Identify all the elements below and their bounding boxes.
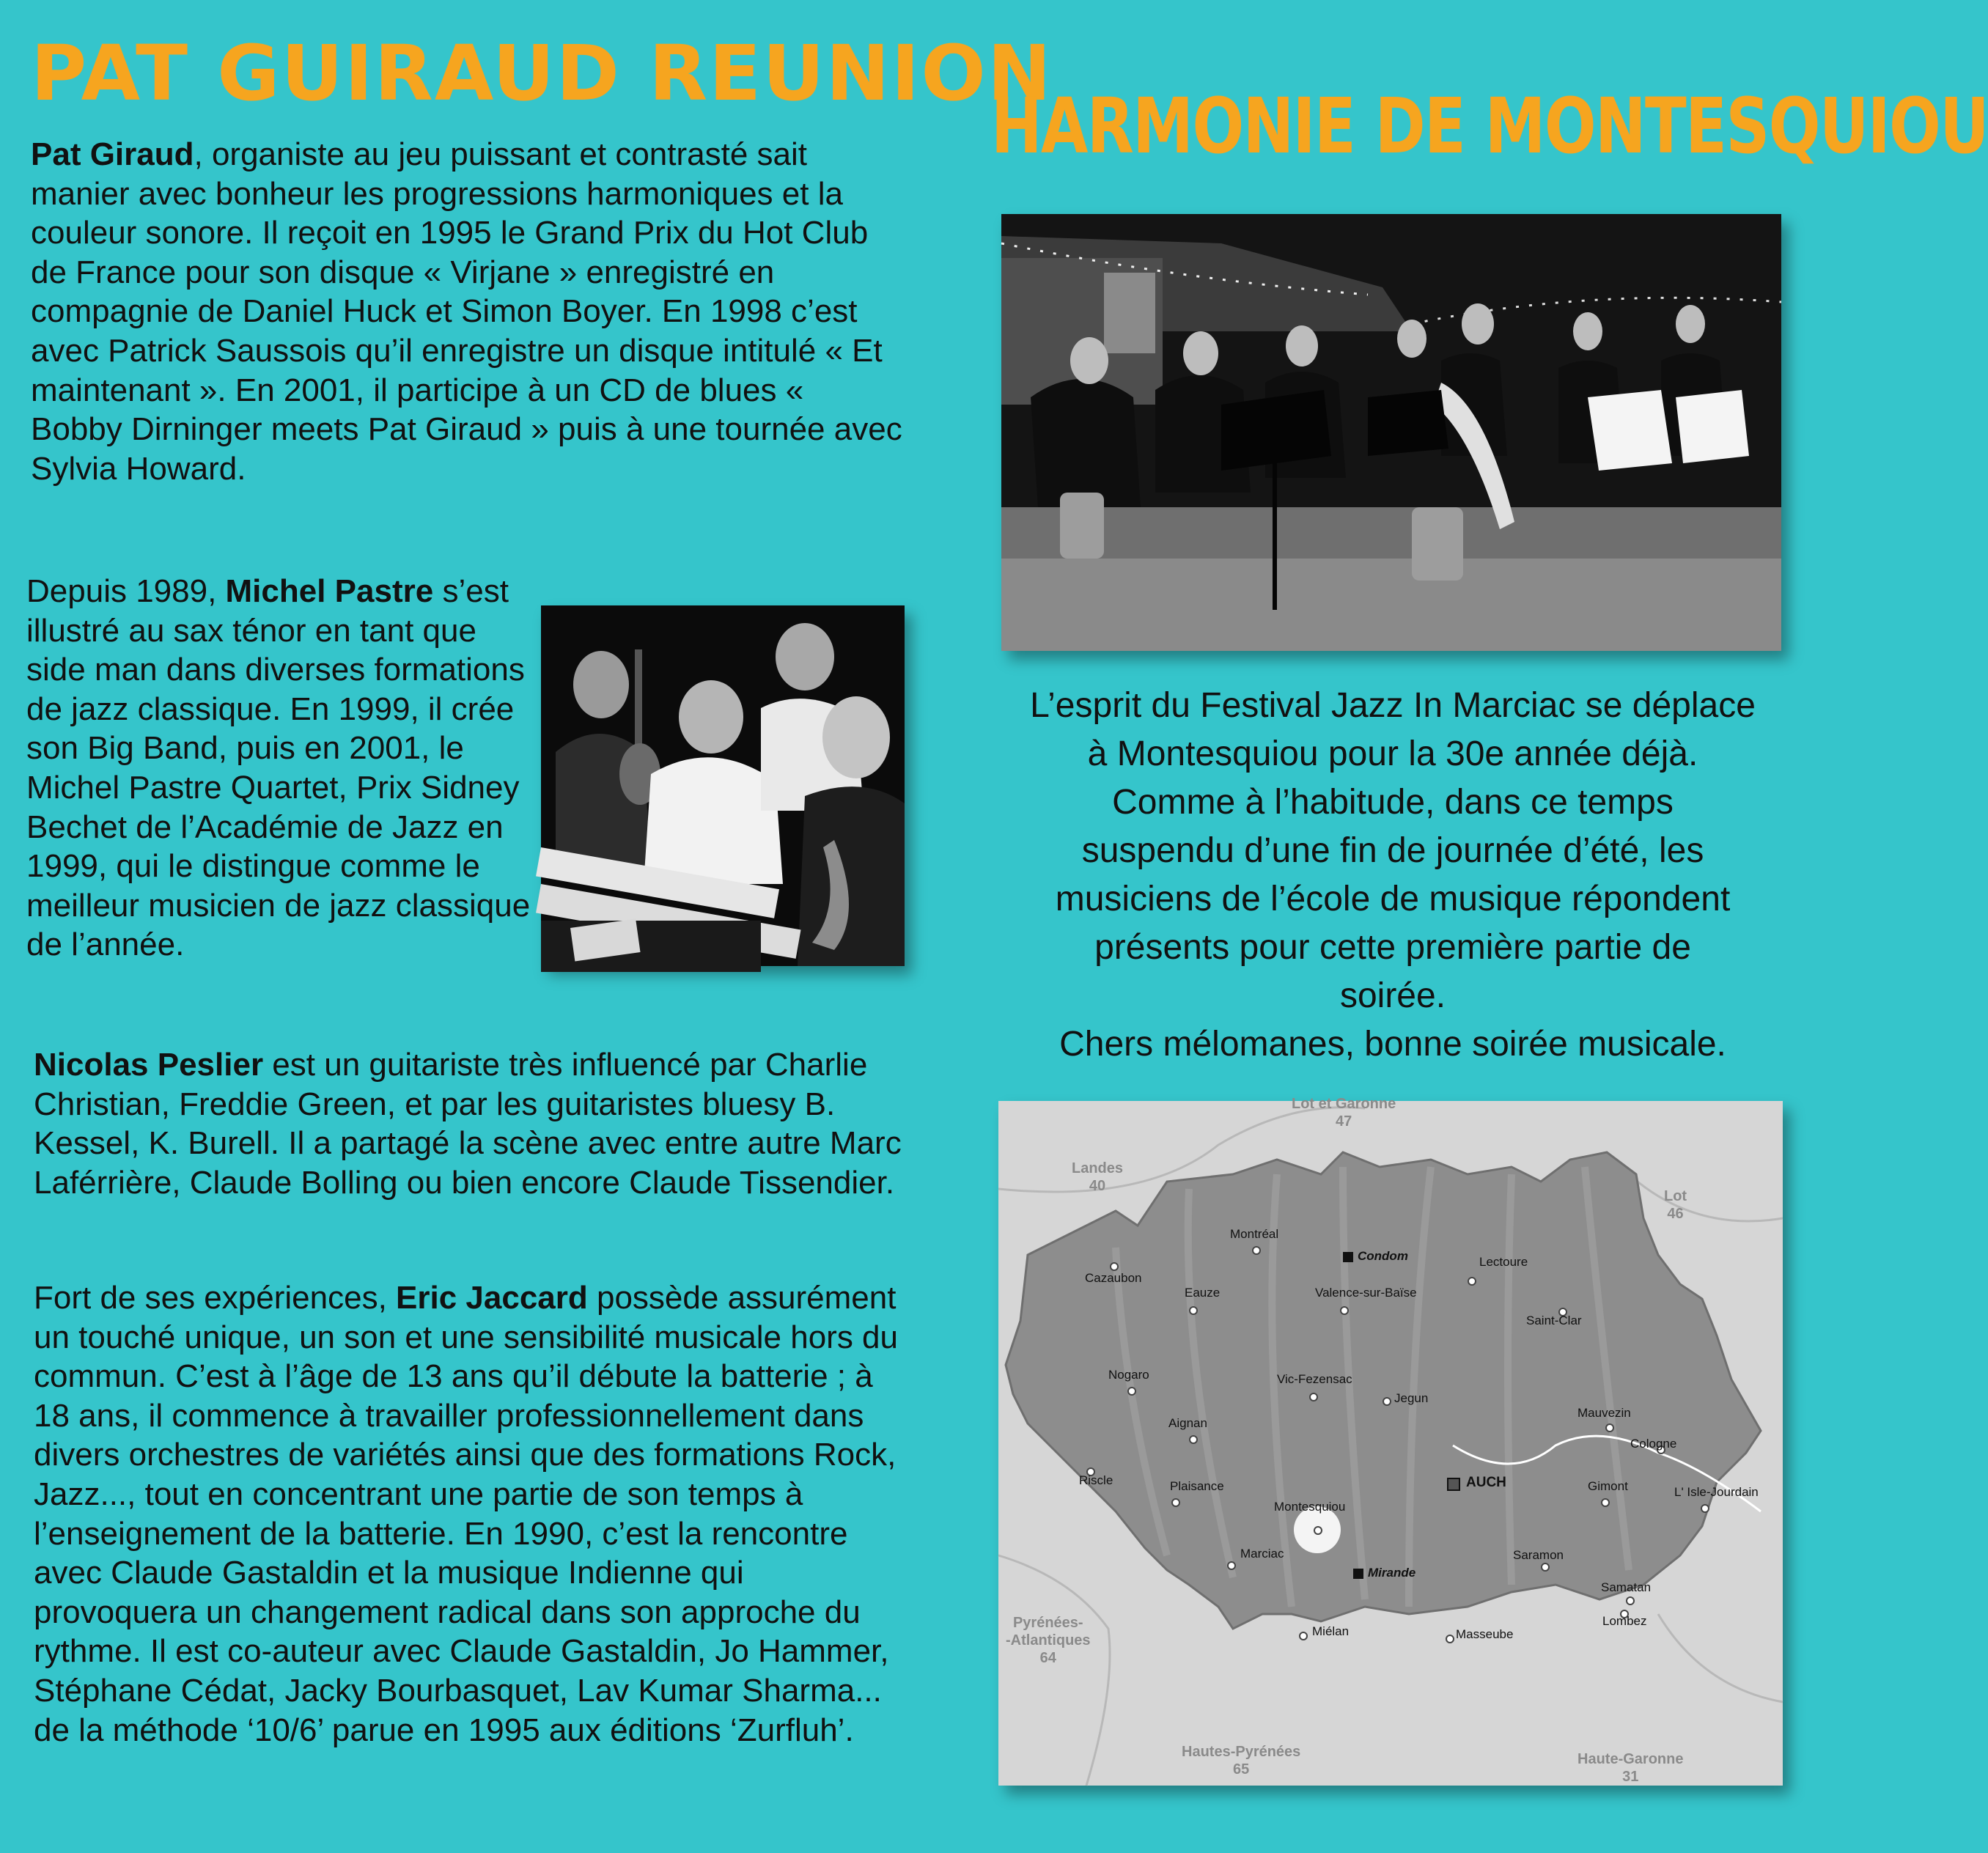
town-dot — [1252, 1246, 1261, 1255]
town-dot — [1127, 1387, 1136, 1396]
description-line: musiciens de l’école de musique répondent — [1055, 880, 1731, 918]
town-dot — [1468, 1277, 1476, 1286]
town-label: Nogaro — [1108, 1368, 1149, 1382]
town-label: Valence-sur-Baïse — [1315, 1286, 1417, 1300]
paragraph-pat-giraud — [31, 135, 903, 488]
left-title: PAT GUIRAUD REUNION — [31, 29, 1053, 118]
town-dot — [1541, 1563, 1550, 1572]
dept-label: Lot 46 — [1664, 1188, 1687, 1222]
prefecture-marker — [1343, 1252, 1353, 1262]
town-label: Gimont — [1588, 1479, 1628, 1493]
paragraph-nicolas-peslier — [34, 1045, 913, 1202]
town-dot — [1309, 1393, 1318, 1401]
town-dot — [1446, 1635, 1454, 1643]
town-dot — [1626, 1596, 1635, 1605]
town-dot — [1189, 1306, 1198, 1315]
town-label: Aignan — [1168, 1416, 1207, 1430]
town-dot — [1299, 1632, 1308, 1640]
town-dot — [1383, 1397, 1391, 1406]
right-description — [975, 682, 1811, 1069]
town-dot — [1227, 1561, 1236, 1570]
prefecture-label: Condom — [1358, 1249, 1408, 1263]
town-label: Cazaubon — [1085, 1271, 1142, 1285]
dept-label: Landes 40 — [1072, 1160, 1124, 1194]
town-label: Montréal — [1230, 1227, 1279, 1241]
town-label: Lombez — [1602, 1614, 1647, 1628]
dept-label: Haute-Garonne 31 — [1577, 1751, 1684, 1785]
paragraph-eric-jaccard — [34, 1278, 913, 1750]
description-line: Comme à l’habitude, dans ce temps — [1112, 783, 1674, 822]
town-dot — [1110, 1262, 1119, 1271]
paragraph-text: s’est illustré au sax ténor en tant que side man dans diverses formations de jazz classique. En 1999, il crée son Big Band, puis en 2001, le Michel Pastre Quartet, Prix Sidney Bechet de l’Académie de Jazz en 1999, qui le distingue comme le meilleur musicien de jazz classique de l’année. — [26, 573, 531, 963]
town-label: Miélan — [1312, 1624, 1350, 1638]
dept-label: Pyrénées- -Atlantiques 64 — [1006, 1615, 1091, 1666]
town-label: Marciac — [1240, 1547, 1284, 1561]
town-dot — [1701, 1504, 1709, 1513]
paragraph-text: , organiste au jeu puissant et contrasté sait manier avec bonheur les progressions harmoniques et la couleur sonore. Il reçoit en 1995 le Grand Prix du Hot Club de France pour son disque « Virjane » enregistré en compagnie de Daniel Huck et Simon Boyer. En 1998 c’est avec Patrick Saussois qu’il enregistre un disque intitulé « Et maintenant ». En 2001, il participe à un CD de blues « Bobby Dirninger meets Pat Giraud » puis à une tournée avec Sylvia Howard. — [31, 136, 902, 487]
paragraph-text: possède assurément un touché unique, un son et une sensibilité musicale hors du commun. C’est à l’âge de 13 ans qu’il débute la batterie ; à 18 ans, il commence à travailler professionnellement dans divers orchestres de variétés ainsi que des formations Rock, Jazz..., tout en concentrant une partie de son temps à l’enseignement de la batterie. En 1990, c’est la rencontre avec Claude Gastaldin et la musique Indienne qui provoquera un changement radical dans son approche du rythme. Il est co-auteur avec Claude Gastaldin, Jo Hammer, Stéphane Cédat, Jacky Bourbasquet, Lav Kumar Sharma... de la méthode ‘10/6’ parue en 1995 aux éditions ‘Zurfluh’. — [34, 1280, 898, 1748]
description-line: L’esprit du Festival Jazz In Marciac se déplace — [1030, 686, 1756, 725]
description-line: suspendu d’une fin de journée d’été, les — [1081, 831, 1704, 870]
town-label: Masseube — [1456, 1627, 1514, 1641]
description-line: Chers mélomanes, bonne soirée musicale. — [1059, 1025, 1726, 1064]
prefecture-marker — [1353, 1569, 1363, 1579]
artist-name: Nicolas Peslier — [34, 1047, 264, 1083]
band-photo — [1001, 214, 1781, 651]
town-label: Cologne — [1630, 1437, 1677, 1451]
town-label: Eauze — [1185, 1286, 1221, 1300]
paragraph-text: est un guitariste très influencé par Charlie Christian, Freddie Green, et par les guitaristes bluesy B. Kessel, K. Burell. Il a partagé la scène avec entre autre Marc Laférrière, Claude Bolling ou bien encore Claude Tissendier. — [34, 1047, 902, 1201]
quartet-photo — [541, 605, 905, 966]
town-dot — [1605, 1423, 1614, 1432]
description-line: à Montesquiou pour la 30e année déjà. — [1087, 734, 1698, 773]
town-dot — [1340, 1306, 1349, 1315]
paragraph-intro: Depuis 1989, — [26, 573, 226, 609]
town-dot — [1314, 1526, 1322, 1535]
town-label: Jegun — [1394, 1391, 1429, 1405]
artist-name: Pat Giraud — [31, 136, 194, 172]
town-label: Lectoure — [1479, 1255, 1528, 1269]
town-dot — [1601, 1498, 1610, 1507]
town-label: L' Isle-Jourdain — [1674, 1485, 1759, 1499]
description-line: soirée. — [1339, 976, 1446, 1015]
town-label: Saint-Clar — [1526, 1314, 1582, 1327]
paragraph-intro: Fort de ses expériences, — [34, 1280, 397, 1316]
town-label: Samatan — [1601, 1580, 1652, 1594]
town-label: Vic-Fezensac — [1277, 1372, 1352, 1386]
capital-marker — [1447, 1478, 1460, 1491]
gers-map — [998, 1096, 1783, 1786]
prefecture-label: Mirande — [1368, 1566, 1416, 1580]
town-dot — [1171, 1498, 1180, 1507]
town-label: Montesquiou — [1274, 1500, 1346, 1514]
town-label: Riscle — [1079, 1473, 1113, 1487]
paragraph-michel-pastre — [26, 572, 532, 965]
description-line: présents pour cette première partie de — [1094, 928, 1691, 967]
town-dot — [1189, 1435, 1198, 1444]
town-label: Mauvezin — [1577, 1406, 1631, 1420]
dept-label: Hautes-Pyrénées 65 — [1182, 1744, 1301, 1778]
dept-label: Lot et Garonne 47 — [1292, 1096, 1396, 1130]
right-title: HARMONIE DE MONTESQUIOU — [991, 81, 1988, 171]
capital-label: AUCH — [1466, 1475, 1506, 1490]
artist-name: Michel Pastre — [225, 573, 434, 609]
town-label: Saramon — [1513, 1548, 1564, 1562]
artist-name: Eric Jaccard — [396, 1280, 588, 1316]
town-label: Plaisance — [1170, 1479, 1224, 1493]
